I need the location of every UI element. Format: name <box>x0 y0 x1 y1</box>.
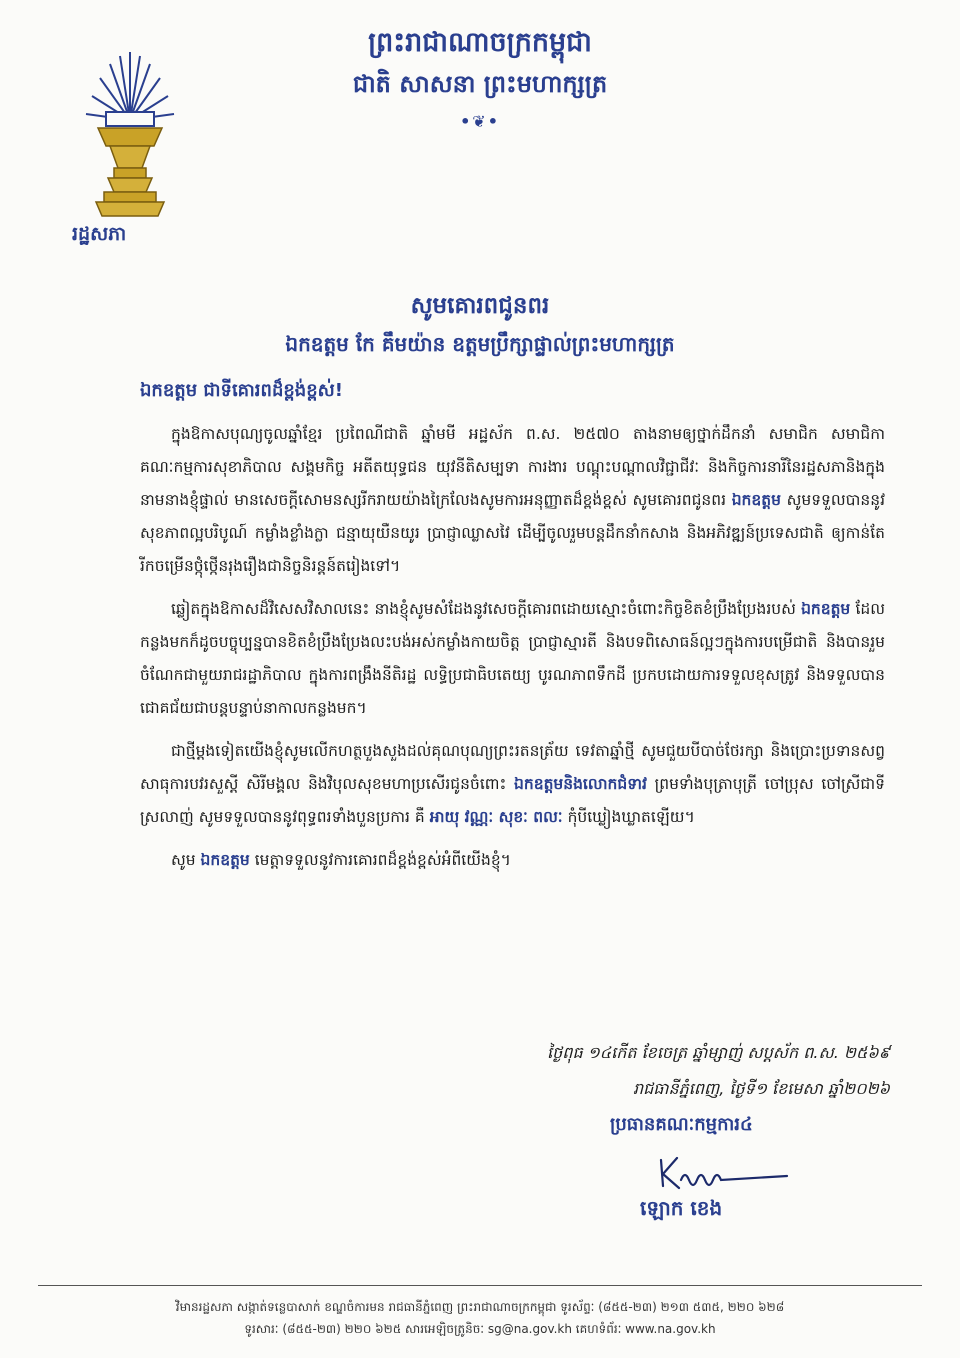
lunar-date: ថ្ងៃពុធ ១៤កើត ខែចេត្រ ឆ្នាំម្សាញ់ សប្តស័ក ព.ស. ២៥៦៩ <box>547 1043 890 1062</box>
text: ដែលកន្លងមកក៏ដូចបច្ចុប្បន្នបានខិតខំប្រឹងប្រែងលះបង់អស់កម្លាំងកាយចិត្ត ប្រាជ្ញាស្មារតី និងបទពិសោធន៍ល្អៗក្នុងការបម្រើជាតិ និងបានរួមចំណែកជាមួយរាជរដ្ឋាភិបាល ក្នុងការពង្រឹងនីតិរដ្ឋ លទ្ធិប្រជាធិបតេយ្យ បូរណភាពទឹកដី ប្រកបដោយការទទួលខុសត្រូវ និងទទួលបានជោគជ័យជាបន្តបន្ទាប់នាកាលកន្លងមក។ <box>140 600 885 717</box>
emphasis: ឯកឧត្តម <box>801 600 851 618</box>
text: សូម <box>171 851 196 869</box>
text: ជាថ្មីម្តងទៀតយើងខ្ញុំសូមលើកហត្ថបួងសួងដល់គុណបុណ្យព្រះរតនត្រ័យ ទេវតាឆ្នាំថ្មី សូមជួយបីបាច់ថែរក្សា និងប្រោះប្រទានសព្វសាធុការបវរសួស្តី សិរីមង្គល និងវិបុលសុខមហាប្រសើរជូនចំពោះ <box>140 742 885 793</box>
national-motto: ជាតិ សាសនា ព្រះមហាក្សត្រ <box>352 70 608 98</box>
paragraph-4 <box>140 844 885 877</box>
kingdom-header <box>290 22 670 131</box>
signatory-name: ឡោក ខេង <box>640 1196 723 1220</box>
signatory-title: ប្រធានគណៈកម្មការ៤ <box>610 1114 753 1135</box>
solar-date: រាជធានីភ្នំពេញ, ថ្ងៃទី១ ខែមេសា ឆ្នាំ២០២៦ <box>632 1079 890 1098</box>
footer-contact: ទូរសារៈ (៨៥៥-២៣) ២២០ ៦២៥ សារអេឡិចត្រូនិចៈ sg@na.gov.kh គេហទំព័រៈ www.na.gov.kh <box>244 1322 716 1336</box>
recipient-line: ឯកឧត្តម កែ គឹមយ៉ាន ឧត្តមប្រឹក្សាផ្ទាល់ព្រះមហាក្សត្រ <box>285 332 675 356</box>
handwritten-signature-icon <box>655 1150 795 1195</box>
national-assembly-emblem-icon <box>80 50 180 240</box>
kingdom-title: ព្រះរាជាណាចក្រកម្ពុជា <box>368 27 592 58</box>
date-block <box>330 1035 890 1107</box>
text: សូមទទួលបាននូវសុខភាពល្អបរិបូណ៍ កម្លាំងខ្លាំងក្លា ជន្មាយុយឺនយូរ ប្រាជ្ញាឈ្លាសវៃ ដើម្បីចូលរួមបន្តដឹកនាំកសាង និងអភិវឌ្ឍន៍ប្រទេសជាតិ ឲ្យកាន់តែរីកចម្រើនថ្កុំថ្កើនរុងរឿងជានិច្ចនិរន្តន៍តរៀងទៅ។ <box>140 491 885 575</box>
emphasis: អាយុ វណ្ណៈ សុខៈ ពលៈ <box>429 808 563 826</box>
paragraph-1 <box>140 418 885 583</box>
emphasis: ឯកឧត្តម <box>200 851 250 869</box>
footer <box>40 1296 920 1340</box>
emphasis: ឯកឧត្តម <box>731 491 781 509</box>
text: ក្នុងឱកាសបុណ្យចូលឆ្នាំខ្មែរ ប្រពៃណីជាតិ ឆ្នាំមមី អដ្ឋស័ក ព.ស. ២៥៧០ តាងនាមឲ្យថ្នាក់ដឹកនាំ សមាជិក សមាជិកា គណៈកម្មការសុខាភិបាល សង្គមកិច្ច អតីតយុទ្ធជន យុវនីតិសម្បទា ការងារ បណ្តុះបណ្តាលវិជ្ជាជីវៈ និងកិច្ចការនារីនៃរដ្ឋសភានិងក្នុងនាមនាងខ្ញុំផ្ទាល់ មានសេចក្តីសោមនស្សរីករាយយ៉ាងក្រៃលែងសូមការអនុញ្ញាតដ៏ខ្ពង់ខ្ពស់ សូមគោរពជូនពរ <box>140 425 885 509</box>
letter-body <box>140 418 885 887</box>
footer-address: វិមានរដ្ឋសភា សង្កាត់ទន្លេបាសាក់ ខណ្ឌចំការមន រាជធានីភ្នំពេញ ព្រះរាជាណាចក្រកម្ពុជា ទូរស័ព្ទៈ (៨៥៥-២៣) ២១៣ ៥៣៥, ២២០ ៦២៨ <box>175 1300 785 1314</box>
emphasis: ឯកឧត្តមនិងលោកជំទាវ <box>514 775 647 793</box>
greeting-title: សូមគោរពជូនពរ <box>410 293 550 319</box>
footer-divider <box>38 1285 922 1286</box>
header-ornament: •❦• <box>460 112 500 131</box>
emblem-caption: រដ្ឋសភា <box>72 223 127 245</box>
salutation: ឯកឧត្តម ជាទីគោរពដ៏ខ្ពង់ខ្ពស់! <box>140 380 344 401</box>
text: មេត្តាទទួលនូវការគោរពដ៏ខ្ពង់ខ្ពស់អំពីយើងខ្ញុំ។ <box>254 851 511 869</box>
letter-heading <box>120 286 840 362</box>
text: កុំបីឃ្លៀងឃ្លាតឡើយ។ <box>567 808 695 826</box>
paragraph-2 <box>140 593 885 725</box>
paragraph-3 <box>140 735 885 834</box>
text: ព្រមទាំងបុត្រាបុត្រី ចៅប្រុស ចៅស្រីជាទី ស្រលាញ់ សូមទទួលបាននូវពុទ្ធពរទាំងបួនប្រការ គឺ <box>140 775 885 826</box>
text: ឆ្លៀតក្នុងឱកាសដ៏វិសេសវិសាលនេះ នាងខ្ញុំសូមសំដែងនូវសេចក្តីគោរពដោយស្មោះចំពោះកិច្ចខិតខំប្រឹងប្រែងរបស់ <box>171 600 796 618</box>
